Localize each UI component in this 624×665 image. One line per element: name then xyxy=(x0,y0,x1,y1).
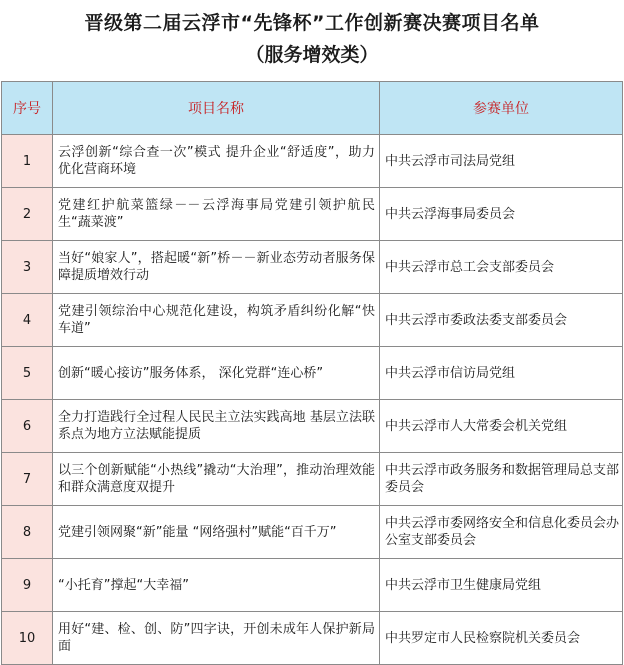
row-participating-unit: 中共云浮海事局委员会 xyxy=(380,188,623,241)
document-title xyxy=(0,0,624,80)
row-participating-unit: 中共云浮市政务服务和数据管理局总支部委员会 xyxy=(380,453,623,506)
row-index: 1 xyxy=(2,135,53,188)
row-index: 7 xyxy=(2,453,53,506)
title-subtitle: （服务增效类） xyxy=(245,44,379,66)
title-main: 晋级第二届云浮市“先锋杯”工作创新赛决赛项目名单 xyxy=(84,12,540,34)
table-row xyxy=(2,188,623,241)
table-row xyxy=(2,612,623,665)
row-index: 9 xyxy=(2,559,53,612)
row-participating-unit: 中共云浮市司法局党组 xyxy=(380,135,623,188)
row-participating-unit: 中共云浮市委政法委支部委员会 xyxy=(380,294,623,347)
header-index: 序号 xyxy=(2,82,53,135)
row-participating-unit: 中共云浮市信访局党组 xyxy=(380,347,623,400)
row-participating-unit: 中共云浮市委网络安全和信息化委员会办公室支部委员会 xyxy=(380,506,623,559)
row-index: 4 xyxy=(2,294,53,347)
row-index: 8 xyxy=(2,506,53,559)
table-row xyxy=(2,506,623,559)
table-row xyxy=(2,294,623,347)
table-row xyxy=(2,400,623,453)
table-row xyxy=(2,453,623,506)
row-project-name: 云浮创新“综合查一次”模式 提升企业“舒适度”，助力优化营商环境 xyxy=(53,135,380,188)
table-row xyxy=(2,135,623,188)
row-project-name: 党建引领综治中心规范化建设，构筑矛盾纠纷化解“快车道” xyxy=(53,294,380,347)
table-row xyxy=(2,241,623,294)
row-participating-unit: 中共云浮市总工会支部委员会 xyxy=(380,241,623,294)
row-project-name: 以三个创新赋能“小热线”撬动“大治理”，推动治理效能和群众满意度双提升 xyxy=(53,453,380,506)
row-participating-unit: 中共云浮市人大常委会机关党组 xyxy=(380,400,623,453)
header-project-name: 项目名称 xyxy=(53,82,380,135)
row-project-name: 党建红护航菜篮绿－－云浮海事局党建引领护航民生“蔬菜渡” xyxy=(53,188,380,241)
table-row xyxy=(2,559,623,612)
row-index: 10 xyxy=(2,612,53,665)
row-index: 2 xyxy=(2,188,53,241)
row-project-name: 党建引领网聚“新”能量 “网络强村”赋能“百千万” xyxy=(53,506,380,559)
table-header-row xyxy=(2,82,623,135)
row-project-name: 用好“建、检、创、防”四字诀，开创未成年人保护新局面 xyxy=(53,612,380,665)
row-participating-unit: 中共云浮市卫生健康局党组 xyxy=(380,559,623,612)
row-project-name: 全力打造践行全过程人民民主立法实践高地 基层立法联系点为地方立法赋能提质 xyxy=(53,400,380,453)
row-participating-unit: 中共罗定市人民检察院机关委员会 xyxy=(380,612,623,665)
row-index: 3 xyxy=(2,241,53,294)
row-project-name: “小托育”撑起“大幸福” xyxy=(53,559,380,612)
table-row xyxy=(2,347,623,400)
row-index: 5 xyxy=(2,347,53,400)
header-participating-unit: 参赛单位 xyxy=(380,82,623,135)
row-index: 6 xyxy=(2,400,53,453)
project-list-table xyxy=(1,81,623,665)
row-project-name: 当好“娘家人”，搭起暖“新”桥－－新业态劳动者服务保障提质增效行动 xyxy=(53,241,380,294)
row-project-name: 创新“暖心接访”服务体系， 深化党群“连心桥” xyxy=(53,347,380,400)
